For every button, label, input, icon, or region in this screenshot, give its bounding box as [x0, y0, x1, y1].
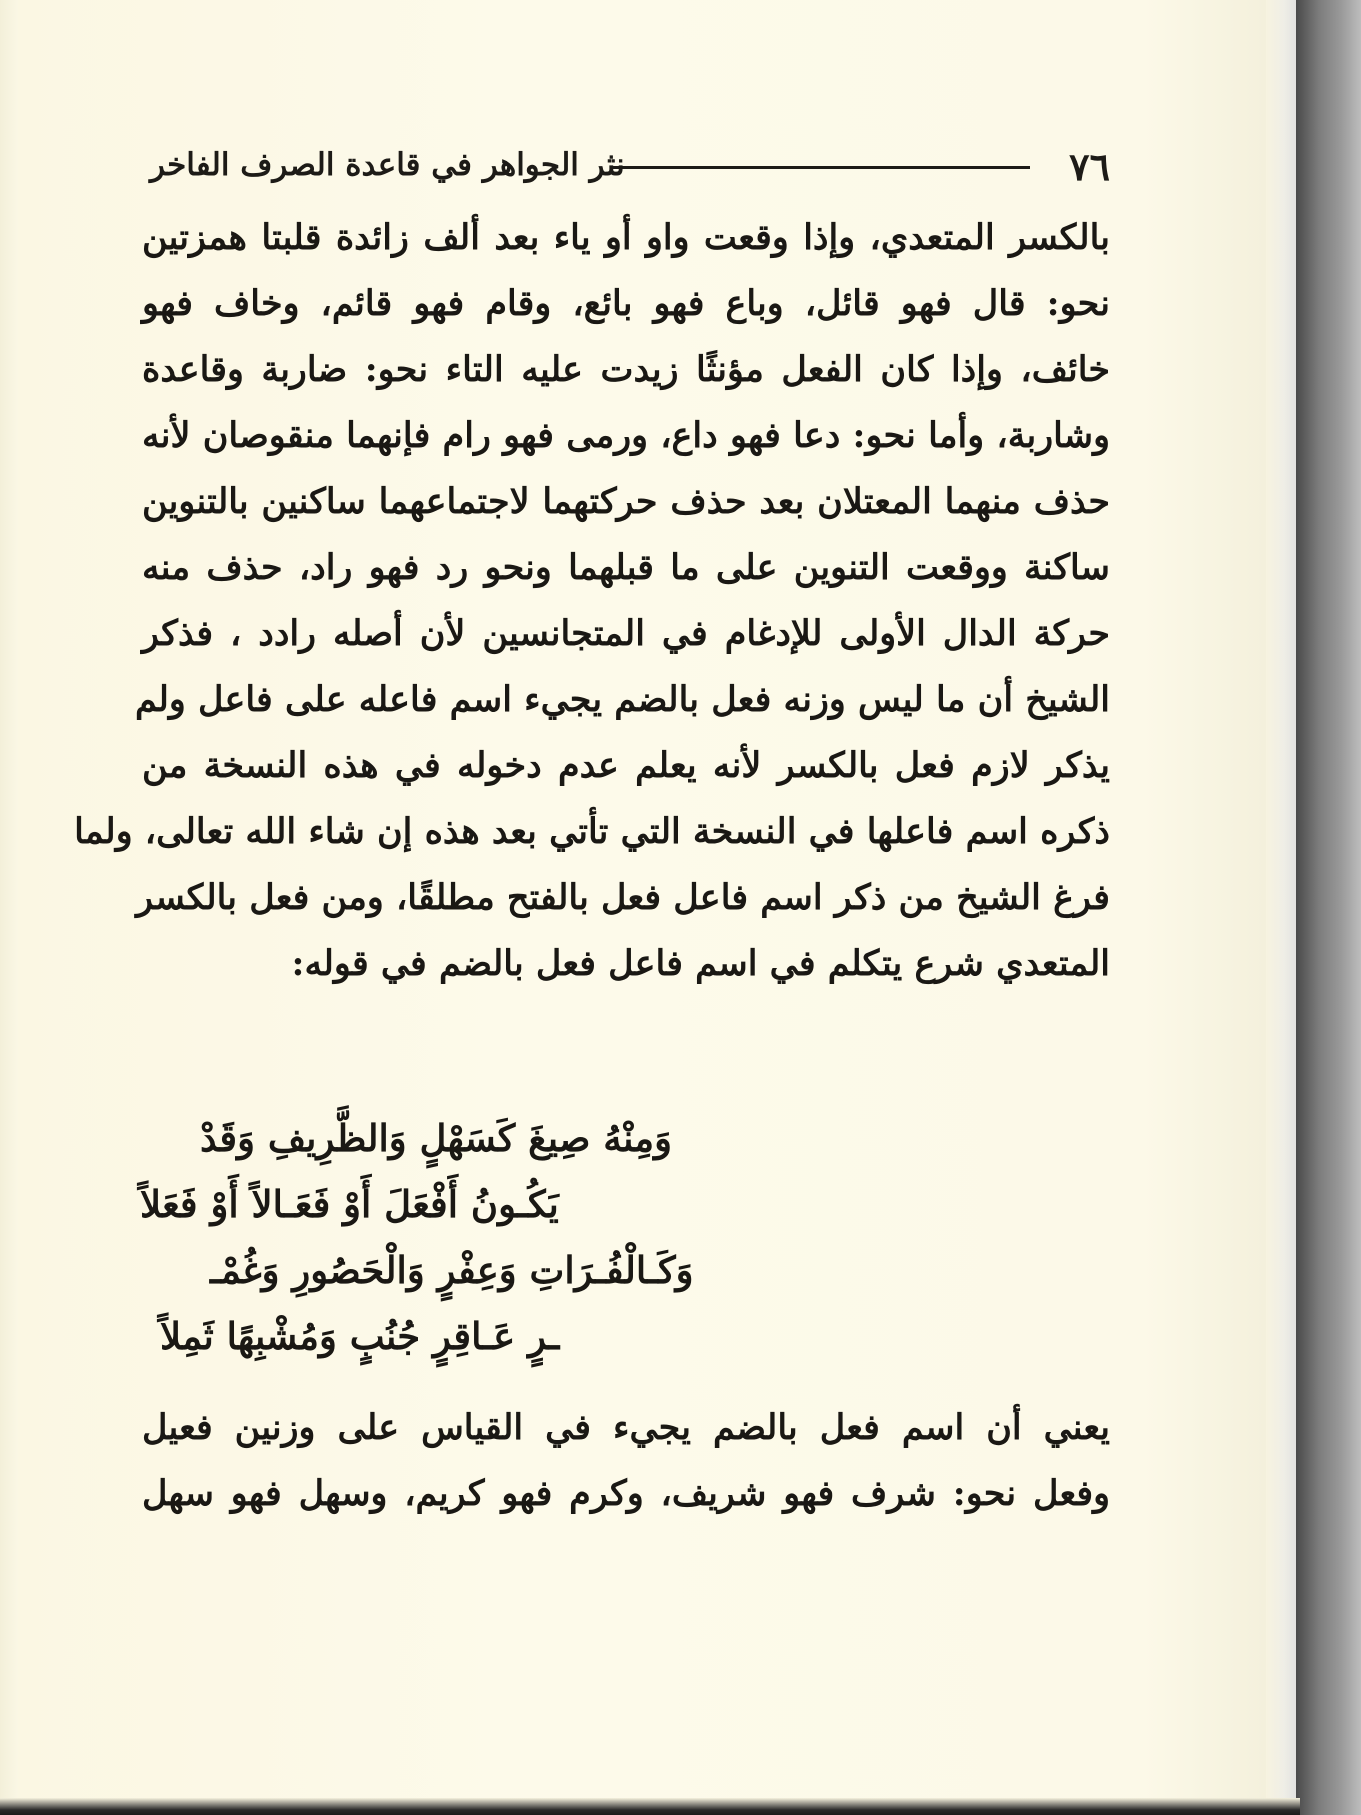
header-rule [610, 166, 1030, 169]
body-line: حركة الدال الأولى للإدغام في المتجانسين لأن أصله رادد ، فذكر [142, 613, 1110, 654]
verse-line: وَمِنْهُ صِيغَ كَسَهْلٍ وَالظَّرِيفِ وَقَدْ [200, 1116, 672, 1160]
body-line: وشاربة، وأما نحو: دعا فهو داع، ورمى فهو رام فإنهما منقوصان لأنه [142, 415, 1110, 456]
verse-line: وَكَـالْفُـرَاتِ وَعِفْرٍ وَالْحَصُورِ وَغُمْـ [210, 1248, 694, 1292]
body-line: ساكنة ووقعت التنوين على ما قبلهما ونحو رد فهو راد، حذف منه [142, 547, 1110, 588]
page-number: ٧٦ [1069, 144, 1110, 189]
body-line: بالكسر المتعدي، وإذا وقعت واو أو ياء بعد ألف زائدة قلبتا همزتين [142, 217, 1110, 258]
body-line: فرغ الشيخ من ذكر اسم فاعل فعل بالفتح مطلقًا، ومن فعل بالكسر [136, 877, 1110, 918]
commentary-text [142, 1395, 1110, 1527]
scanner-shadow [1296, 0, 1361, 1815]
body-line: نحو: قال فهو قائل، وباع فهو بائع، وقام فهو قائم، وخاف فهو [142, 283, 1110, 324]
page-header [150, 140, 1110, 200]
body-line: يذكر لازم فعل بالكسر لأنه يعلم عدم دخوله في هذه النسخة من [142, 745, 1110, 786]
body-line: خائف، وإذا كان الفعل مؤنثًا زيدت عليه التاء نحو: ضاربة وقاعدة [142, 349, 1110, 390]
body-line: وفعل نحو: شرف فهو شريف، وكرم فهو كريم، وسهل فهو سهل [142, 1473, 1110, 1514]
bottom-page-edge [0, 1798, 1300, 1815]
body-line: يعني أن اسم فعل بالضم يجيء في القياس على وزنين فعيل [142, 1407, 1110, 1448]
verse-line: ـرٍ عَـاقِرٍ جُنُبٍ وَمُشْبِهًا ثَمِلاً [160, 1314, 560, 1358]
verse-line: يَكُـونُ أَفْعَلَ أَوْ فَعَـالاً أَوْ فَعَلاً [140, 1182, 559, 1226]
running-title: نثر الجواهر في قاعدة الصرف الفاخر [150, 147, 625, 183]
body-text [74, 205, 1110, 997]
body-line: حذف منهما المعتلان بعد حذف حركتهما لاجتماعهما ساكنين بالتنوين [142, 481, 1110, 522]
left-page-edge [0, 0, 20, 1815]
body-line: ذكره اسم فاعلها في النسخة التي تأتي بعد هذه إن شاء الله تعالى، ولما [74, 811, 1110, 852]
poem-verses [140, 1105, 1040, 1369]
body-line: الشيخ أن ما ليس وزنه فعل بالضم يجيء اسم فاعله على فاعل ولم [134, 679, 1110, 720]
body-line: المتعدي شرع يتكلم في اسم فاعل فعل بالضم في قوله: [291, 943, 1110, 984]
right-page-edge [1266, 0, 1296, 1815]
